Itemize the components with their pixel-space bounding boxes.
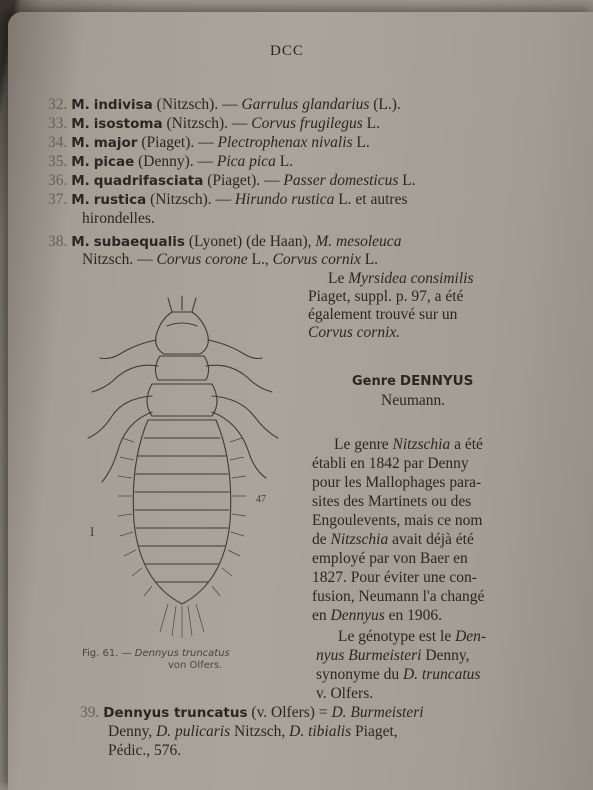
paragraph-line: établi en 1842 par Denny: [312, 455, 469, 472]
note-line: Corvus cornix.: [308, 324, 401, 341]
paragraph-line: en Dennyus en 1906.: [312, 607, 443, 624]
entry-38-line2: Nitzsch. — Corvus corone L., Corvus cornix L.: [82, 251, 379, 268]
entry-37-continuation: hirondelles.: [82, 210, 155, 227]
entry-36: 36. M. quadrifasciata (Piaget). — Passer domesticus L.: [48, 172, 416, 189]
paragraph-line: synonyme du D. truncatus: [316, 666, 481, 683]
figure-label-right: 47: [256, 494, 266, 505]
entry-37: 37. M. rustica (Nitzsch). — Hirundo rustica L. et autres: [48, 191, 408, 208]
paragraph-line: employé par von Baer en: [312, 550, 468, 567]
paragraph-line: v. Olfers.: [316, 685, 374, 702]
note-line: Le Myrsidea consimilis: [328, 270, 474, 287]
figure-label-left: I: [90, 524, 95, 539]
paragraph-line: Le genre Nitzschia a été: [334, 436, 483, 453]
entry-34: 34. M. major (Piaget). — Plectrophenax nivalis L.: [48, 134, 370, 151]
note-line: Piaget, suppl. p. 97, a été: [308, 288, 464, 305]
figure-caption: Fig. 61. — Dennyus truncatus von Olfers.: [82, 648, 230, 671]
paragraph-line: fusion, Neumann l'a changé: [312, 588, 485, 605]
paragraph-line: sites des Martinets ou des: [312, 493, 472, 510]
entry-39-line2: Denny, D. pulicaris Nitzsch, D. tibialis Piaget,: [108, 723, 398, 740]
genre-heading: Genre DENNYUS: [352, 373, 474, 389]
paragraph-line: 1827. Pour éviter une con-: [312, 569, 477, 586]
entry-39-line3: Pédic., 576.: [108, 742, 182, 759]
entry-35: 35. M. picae (Denny). — Pica pica L.: [48, 153, 294, 170]
entry-33: 33. M. isostoma (Nitzsch). — Corvus frugilegus L.: [48, 115, 380, 132]
paragraph-line: Le génotype est le Den-: [338, 628, 487, 645]
page-header: DCC: [270, 43, 304, 59]
paragraph-line: Engoulevents, mais ce nom: [312, 512, 483, 529]
genre-author: Neumann.: [381, 392, 446, 409]
entry-39-line1: 39. Dennyus truncatus (v. Olfers) = D. Burmeisteri: [80, 704, 424, 721]
paragraph-line: nyus Burmeisteri Denny,: [316, 647, 470, 664]
entry-32: 32. M. indivisa (Nitzsch). — Garrulus glandarius (L.).: [48, 96, 401, 113]
entry-38: 38. M. subaequalis (Lyonet) (de Haan), M. mesoleuca: [48, 233, 402, 250]
paragraph-line: pour les Mallophages para-: [312, 474, 482, 491]
louse-illustration: [72, 292, 292, 642]
paragraph-line: de Nitzschia avait déjà été: [312, 531, 474, 548]
note-line: également trouvé sur un: [308, 306, 458, 323]
